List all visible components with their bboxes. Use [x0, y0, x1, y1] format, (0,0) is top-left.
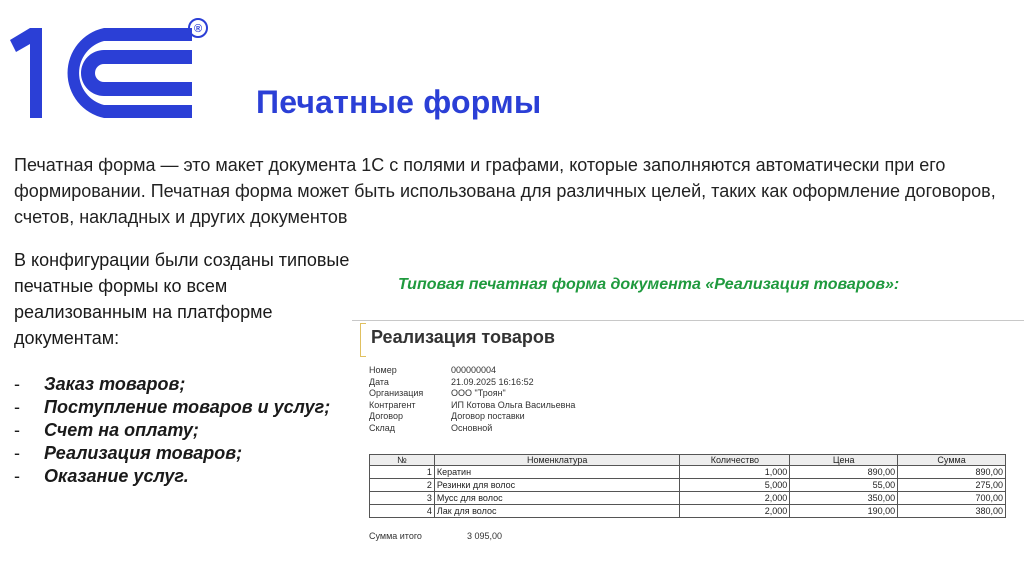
column-header: Цена — [790, 455, 898, 466]
goods-table — [369, 454, 1006, 518]
column-header: № — [370, 455, 435, 466]
document-title: Реализация товаров — [371, 327, 555, 347]
print-form-preview — [352, 320, 1024, 575]
form-list — [14, 373, 364, 488]
config-text: В конфигурации были созданы типовые печатные формы ко всем реализованным на платформе документам: — [14, 250, 350, 348]
table-header — [370, 455, 1006, 466]
1c-logo — [8, 14, 222, 120]
field-row: Дата 21.09.2025 16:16:52 — [369, 376, 534, 387]
column-header: Номенклатура — [434, 455, 680, 466]
list-item: - Счет на оплату; — [14, 420, 199, 440]
field-row: Номер 000000004 — [369, 365, 497, 375]
table-row: 2 Резинки для волос 5,000 55,00 275,00 — [370, 479, 1006, 492]
column-header: Сумма — [898, 455, 1006, 466]
field-row: Договор Договор поставки — [369, 411, 525, 422]
title-bracket — [360, 323, 366, 357]
column-header: Количество — [680, 455, 790, 466]
table-row: 3 Мусс для волос 2,000 350,00 700,00 — [370, 492, 1006, 505]
list-item: - Оказание услуг. — [14, 466, 189, 486]
table-row: 1 Кератин 1,000 890,00 890,00 — [370, 466, 1006, 479]
list-item: - Заказ товаров; — [14, 374, 186, 394]
field-row: Организация ООО "Троян" — [369, 388, 506, 399]
config-block — [14, 247, 364, 488]
list-item: - Поступление товаров и услуг; — [14, 397, 331, 417]
field-row: Контрагент ИП Котова Ольга Васильевна — [369, 399, 576, 410]
form-caption: Типовая печатная форма документа «Реализация товаров»: — [398, 276, 900, 293]
svg-text:1С: 1С — [8, 14, 10, 15]
page-title: Печатные формы — [256, 84, 542, 120]
svg-text:®: ® — [193, 23, 203, 35]
list-item: - Реализация товаров; — [14, 443, 243, 463]
document-fields — [369, 365, 575, 435]
field-row: Склад Основной — [369, 422, 493, 433]
table-row: 4 Лак для волос 2,000 190,00 380,00 — [370, 505, 1006, 518]
intro-paragraph: Печатная форма — это макет документа 1С с полями и графами, которые заполняются автоматически при его формировании. Печатная форма может быть использована для различных целей, таких как оформление договоров, счетов, накладных и других документов — [14, 155, 996, 227]
document-total: Сумма итого 3 095,00 — [369, 531, 503, 541]
